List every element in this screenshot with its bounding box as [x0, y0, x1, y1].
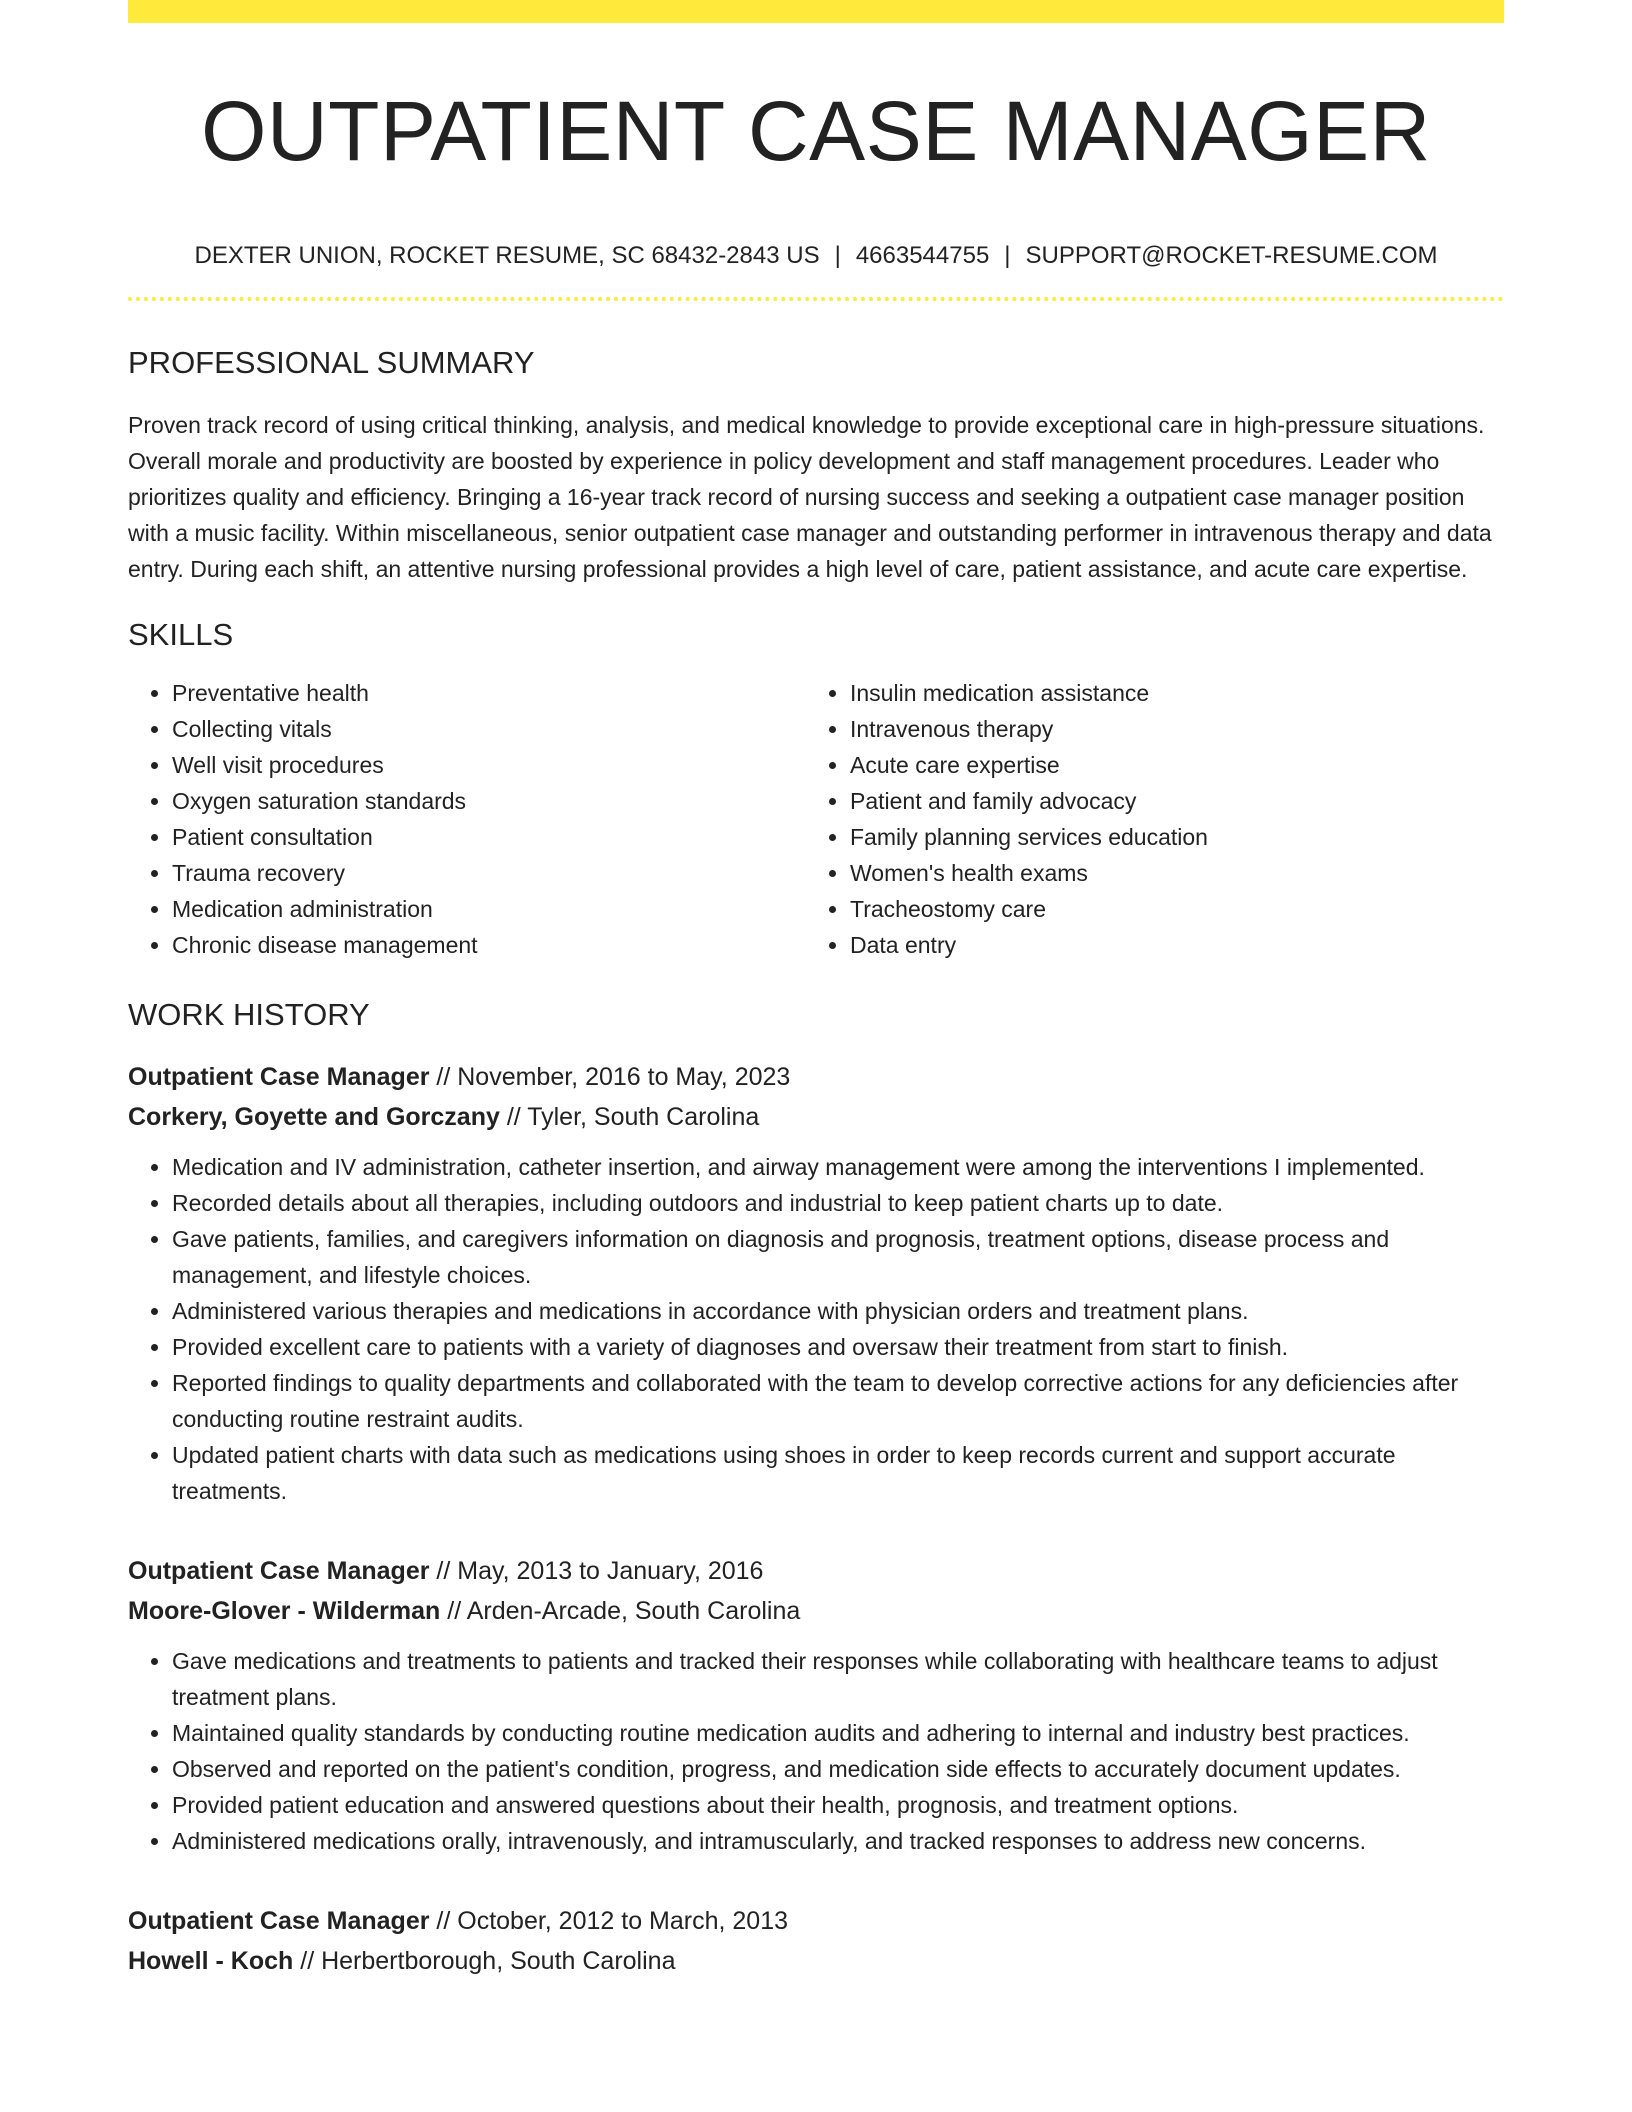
- contact-email: SUPPORT@ROCKET-RESUME.COM: [1025, 242, 1438, 269]
- job-bullet: • Administered various therapies and medications in accordance with physician orders and treatment plans.: [172, 1293, 1504, 1329]
- skill-item: • Women's health exams: [850, 855, 1484, 891]
- job-bullet: • Gave patients, families, and caregivers information on diagnosis and prognosis, treatment options, disease process and management, and lifestyle choices.: [172, 1221, 1504, 1293]
- skill-item: • Well visit procedures: [172, 747, 806, 783]
- job-title-line: [128, 1057, 1504, 1097]
- skills-column-left: [128, 675, 806, 963]
- job-location: // Herbertborough, South Carolina: [300, 1947, 676, 1975]
- skills-list: [128, 675, 1504, 963]
- skills-heading: SKILLS: [128, 617, 234, 652]
- job-entry: [128, 1551, 1504, 1859]
- job-bullets: [128, 1149, 1504, 1509]
- job-title: Outpatient Case Manager: [128, 1557, 430, 1585]
- job-company-line: [128, 1941, 1504, 1981]
- skills-column-right: [806, 675, 1484, 963]
- skill-item: • Insulin medication assistance: [850, 675, 1484, 711]
- job-dates: // November, 2016 to May, 2023: [436, 1063, 791, 1091]
- contact-separator: |: [1004, 242, 1011, 269]
- contact-address: DEXTER UNION, ROCKET RESUME, SC 68432-2843 US: [194, 242, 820, 269]
- job-bullet: • Maintained quality standards by conducting routine medication audits and adhering to internal and industry best practices.: [172, 1715, 1504, 1751]
- job-company: Howell - Koch: [128, 1947, 294, 1975]
- job-entry: [128, 1901, 1504, 1981]
- summary-text: Proven track record of using critical thinking, analysis, and medical knowledge to provide exceptional care in high-pressure situations. Overall morale and productivity are boosted by experience in policy development and staff management procedures. Leader who prioritizes quality and efficiency. Bringing a 16-year track record of nursing success and seeking a outpatient case manager position with a music facility. Within miscellaneous, senior outpatient case manager and outstanding performer in intravenous therapy and data entry. During each shift, an attentive nursing professional provides a high level of care, patient assistance, and acute care expertise.: [128, 412, 1492, 582]
- skill-item: • Collecting vitals: [172, 711, 806, 747]
- resume-content: [128, 23, 1504, 1981]
- job-bullet: • Gave medications and treatments to patients and tracked their responses while collaborating with healthcare teams to adjust treatment plans.: [172, 1643, 1504, 1715]
- work-history-heading: WORK HISTORY: [128, 997, 370, 1032]
- job-entry: [128, 1057, 1504, 1509]
- job-dates: // May, 2013 to January, 2016: [436, 1557, 764, 1585]
- job-bullets: [128, 1643, 1504, 1859]
- skill-item: • Medication administration: [172, 891, 806, 927]
- skill-item: • Preventative health: [172, 675, 806, 711]
- job-title-line: [128, 1901, 1504, 1941]
- top-accent-bar: [128, 0, 1504, 23]
- job-company: Corkery, Goyette and Gorczany: [128, 1103, 500, 1131]
- skill-item: • Tracheostomy care: [850, 891, 1484, 927]
- skill-item: • Patient consultation: [172, 819, 806, 855]
- skill-item: • Chronic disease management: [172, 927, 806, 963]
- job-location: // Arden-Arcade, South Carolina: [447, 1597, 801, 1625]
- job-title: Outpatient Case Manager: [128, 1907, 430, 1935]
- job-company: Moore-Glover - Wilderman: [128, 1597, 441, 1625]
- job-bullet: • Recorded details about all therapies, including outdoors and industrial to keep patient charts up to date.: [172, 1185, 1504, 1221]
- skill-item: • Acute care expertise: [850, 747, 1484, 783]
- job-bullet: • Reported findings to quality departments and collaborated with the team to develop corrective actions for any deficiencies after conducting routine restraint audits.: [172, 1365, 1504, 1437]
- skill-item: • Oxygen saturation standards: [172, 783, 806, 819]
- job-company-line: [128, 1591, 1504, 1631]
- header-divider: [128, 297, 1504, 301]
- skill-item: • Patient and family advocacy: [850, 783, 1484, 819]
- job-bullet: • Provided excellent care to patients with a variety of diagnoses and oversaw their treatment from start to finish.: [172, 1329, 1504, 1365]
- contact-line: [128, 241, 1504, 271]
- job-bullet: • Updated patient charts with data such as medications using shoes in order to keep records current and support accurate treatments.: [172, 1437, 1504, 1509]
- job-company-line: [128, 1097, 1504, 1137]
- job-bullet: • Administered medications orally, intravenously, and intramuscularly, and tracked responses to address new concerns.: [172, 1823, 1504, 1859]
- job-title-line: [128, 1551, 1504, 1591]
- contact-separator: |: [834, 242, 841, 269]
- skill-item: • Family planning services education: [850, 819, 1484, 855]
- summary-heading: PROFESSIONAL SUMMARY: [128, 345, 535, 380]
- skill-item: • Intravenous therapy: [850, 711, 1484, 747]
- job-bullet: • Observed and reported on the patient's condition, progress, and medication side effects to accurately document updates.: [172, 1751, 1504, 1787]
- job-bullet: • Provided patient education and answered questions about their health, prognosis, and treatment options.: [172, 1787, 1504, 1823]
- resume-title: OUTPATIENT CASE MANAGER: [201, 84, 1431, 178]
- job-dates: // October, 2012 to March, 2013: [436, 1907, 789, 1935]
- job-title: Outpatient Case Manager: [128, 1063, 430, 1091]
- skill-item: • Trauma recovery: [172, 855, 806, 891]
- skill-item: • Data entry: [850, 927, 1484, 963]
- job-bullet: • Medication and IV administration, catheter insertion, and airway management were among the interventions I implemented.: [172, 1149, 1504, 1185]
- contact-phone: 4663544755: [855, 242, 990, 269]
- job-location: // Tyler, South Carolina: [506, 1103, 760, 1131]
